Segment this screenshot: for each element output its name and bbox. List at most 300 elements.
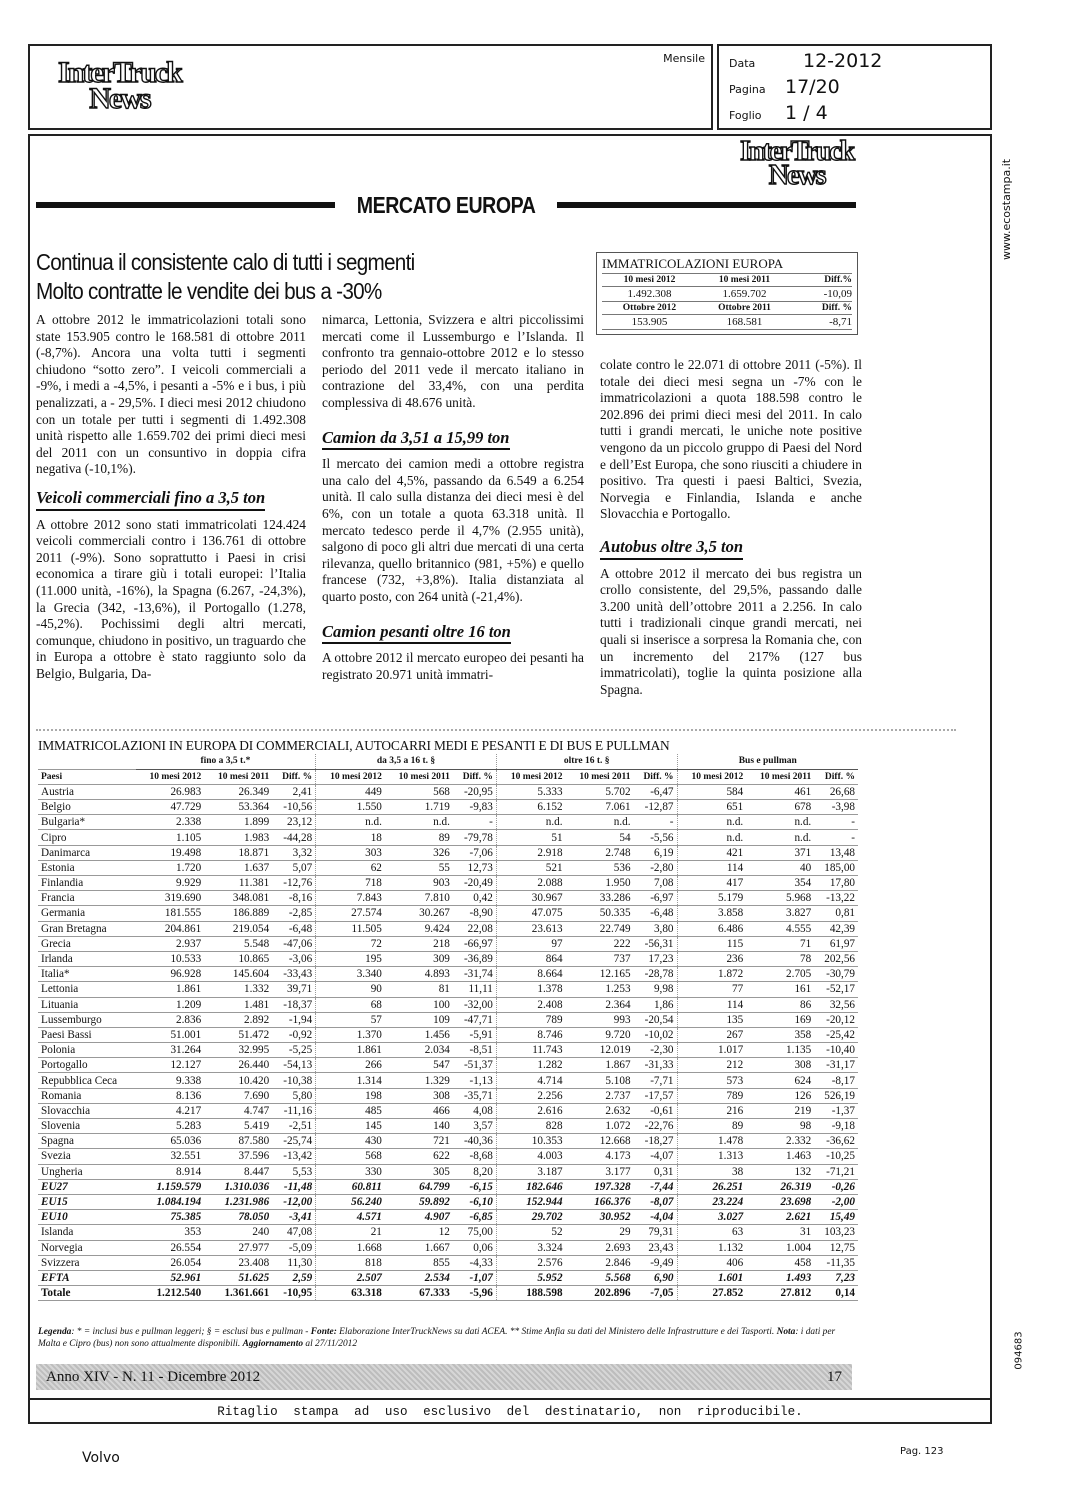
value-cell: -12,87 [634,800,677,815]
value-cell: - [634,815,677,830]
value-cell: 624 [746,1073,814,1088]
value-cell: 126 [746,1088,814,1103]
value-cell: 3.340 [316,967,385,982]
table-row [38,860,858,875]
table-row [38,1149,858,1164]
value-cell: 0,31 [634,1164,677,1179]
country-cell: Slovenia [38,1119,136,1134]
value-cell: 3,80 [634,921,677,936]
clipping-code: 094683 [1013,1331,1025,1370]
value-cell: 18 [316,830,385,845]
value-cell: 308 [385,1088,453,1103]
value-cell: 86 [746,997,814,1012]
paragraph: A ottobre 2012 il mercato europeo dei pesanti ha registrato 20.971 unità immatri- [322,650,584,682]
value-cell: -36,89 [453,951,496,966]
value-cell: -3,41 [272,1210,315,1225]
value-cell: 12,73 [453,860,496,875]
value-cell: 371 [746,845,814,860]
intertruck-news-logo-small: InterTruck News [740,136,854,191]
value-cell: 89 [677,1119,746,1134]
value-cell: -6,15 [453,1179,496,1194]
table-row [38,1134,858,1149]
value-cell: 1.983 [204,830,272,845]
value-cell: -36,62 [814,1134,858,1149]
value-cell: 53.364 [204,800,272,815]
value-cell: 57 [316,1012,385,1027]
value-cell: 526,19 [814,1088,858,1103]
value-cell: 6,19 [634,845,677,860]
value-cell: 1.899 [204,815,272,830]
value-cell: 1.668 [316,1240,385,1255]
value-cell: 547 [385,1058,453,1073]
value-cell: -13,42 [272,1149,315,1164]
value-cell: 140 [385,1119,453,1134]
value-cell: 202.896 [566,1286,634,1301]
value-cell: -17,57 [634,1088,677,1103]
value-cell: 114 [677,860,746,875]
value-cell: 185,00 [814,860,858,875]
value-cell: 1.872 [677,967,746,982]
table-row [38,815,858,830]
value-cell: -8,16 [272,891,315,906]
value-cell: 40 [746,860,814,875]
table-row [38,1012,858,1027]
value-cell: 421 [677,845,746,860]
value-cell: 212 [677,1058,746,1073]
value-cell: 12 [385,1225,453,1240]
value-cell: 903 [385,876,453,891]
value-cell: -71,21 [814,1164,858,1179]
country-cell: Romania [38,1088,136,1103]
value-cell: -8,17 [814,1073,858,1088]
value-cell: 0,81 [814,906,858,921]
value-cell: 1.861 [316,1043,385,1058]
value-cell: -10,38 [272,1073,315,1088]
value-cell: -28,78 [634,967,677,982]
value-cell: 8.447 [204,1164,272,1179]
value-cell: 81 [385,982,453,997]
value-cell: -56,31 [634,936,677,951]
value-cell: -47,06 [272,936,315,951]
value-cell: 521 [496,860,565,875]
value-cell: 72 [316,936,385,951]
country-cell: Totale [38,1286,136,1301]
value-cell: -20,12 [814,1012,858,1027]
value-cell: 864 [496,951,565,966]
country-cell: Norvegia [38,1240,136,1255]
value-cell: 1.867 [566,1058,634,1073]
value-cell: 11.743 [496,1043,565,1058]
value-cell: 568 [316,1149,385,1164]
value-cell: 326 [385,845,453,860]
value-cell: 79,31 [634,1225,677,1240]
value-cell: -1,13 [453,1073,496,1088]
value-cell: 29 [566,1225,634,1240]
value-cell: 27.852 [677,1286,746,1301]
value-cell: 1.017 [677,1043,746,1058]
value-cell: 5.283 [136,1119,205,1134]
value-cell: 1.719 [385,800,453,815]
country-cell: Lussemburgo [38,1012,136,1027]
value-cell: 417 [677,876,746,891]
value-cell: 8,20 [453,1164,496,1179]
value-cell: 218 [385,936,453,951]
value-cell: 26.054 [136,1255,205,1270]
value-cell: -9,18 [814,1119,858,1134]
value-cell: 737 [566,951,634,966]
value-cell: 2.693 [566,1240,634,1255]
value-cell: 30.967 [496,891,565,906]
subheading-heavy-trucks: Camion pesanti oltre 16 ton [322,624,511,645]
value-cell: 75,00 [453,1225,496,1240]
table-row [38,1043,858,1058]
intro-paragraph: A ottobre 2012 le immatricolazioni totali sono state 153.905 contro le 168.581 di ottobre 2011 (-8,7%). Ancora una volta tutti i segmenti chiudono “sotto zero”. I veicoli commerciali a -9%, i medi a -4,5%, i pesanti a -5% e i bus, i più penalizzati, a - 29,5%. I dieci mesi 2012 chiudono con un totale per tutti i segmenti di 1.492.308 unità rispetto alle 1.659.702 dei primi dieci mesi del 2011 con un consuntivo in doppia cifra negativa (-10,1%). [36,312,306,477]
value-cell: 7,08 [634,876,677,891]
country-cell: EU27 [38,1179,136,1194]
country-cell: Slovacchia [38,1103,136,1118]
value-cell: -2,85 [272,906,315,921]
value-cell: 26.349 [204,784,272,799]
value-cell: -7,06 [453,845,496,860]
value-cell: 2.088 [496,876,565,891]
value-cell: 8.664 [496,967,565,982]
value-cell: -32,00 [453,997,496,1012]
value-cell: 7.690 [204,1088,272,1103]
value-cell: 573 [677,1073,746,1088]
value-cell: 789 [677,1088,746,1103]
value-cell: -51,37 [453,1058,496,1073]
table-row [38,1255,858,1270]
country-cell: Svezia [38,1149,136,1164]
value-cell: 30.952 [566,1210,634,1225]
value-cell: 4.893 [385,967,453,982]
value-cell: - [814,830,858,845]
value-cell: 0,42 [453,891,496,906]
value-cell: 1.378 [496,982,565,997]
value-cell: 188.598 [496,1286,565,1301]
value-cell: 0,06 [453,1240,496,1255]
value-cell: 4.907 [385,1210,453,1225]
rule-left [36,202,335,208]
value-cell: -6,10 [453,1194,496,1209]
value-cell: 18.871 [204,845,272,860]
value-cell: 993 [566,1012,634,1027]
value-cell: 181.555 [136,906,205,921]
country-cell: Spagna [38,1134,136,1149]
value-cell: 9.424 [385,921,453,936]
value-cell: -0,61 [634,1103,677,1118]
value-cell: 458 [746,1255,814,1270]
value-cell: 1,86 [634,997,677,1012]
value-cell: 9,98 [634,982,677,997]
value-cell: -6,97 [634,891,677,906]
value-cell: -2,00 [814,1194,858,1209]
value-cell: 12,75 [814,1240,858,1255]
value-cell: 9.720 [566,1027,634,1042]
value-cell: 1.209 [136,997,205,1012]
value-cell: -66,97 [453,936,496,951]
value-cell: 5.419 [204,1119,272,1134]
client-name: Volvo [82,1450,120,1466]
value-cell: 23.613 [496,921,565,936]
value-cell: 30.267 [385,906,453,921]
value-cell: 2.632 [566,1103,634,1118]
value-cell: 1.313 [677,1149,746,1164]
value-cell: -2,51 [272,1119,315,1134]
value-cell: 828 [496,1119,565,1134]
value-cell: 1.463 [746,1149,814,1164]
value-cell: -13,22 [814,891,858,906]
value-cell: 52.961 [136,1270,205,1285]
value-cell: 26,68 [814,784,858,799]
kpi-value-row: 153.905 168.581 -8,71 [602,314,852,330]
value-cell: 6,90 [634,1270,677,1285]
value-cell: 2.408 [496,997,565,1012]
article-headline: Continua il consistente calo di tutti i segmenti Molto contratte le vendite dei bus a -30% [36,249,415,304]
value-cell: 61,97 [814,936,858,951]
value-cell: 6.152 [496,800,565,815]
value-cell: 4.003 [496,1149,565,1164]
value-cell: 3,32 [272,845,315,860]
value-cell: -25,42 [814,1027,858,1042]
value-cell: 721 [385,1134,453,1149]
value-cell: -10,40 [814,1043,858,1058]
value-cell: 145.604 [204,967,272,982]
value-cell: 26.983 [136,784,205,799]
value-cell: -25,74 [272,1134,315,1149]
value-cell: n.d. [746,830,814,845]
value-cell: 466 [385,1103,453,1118]
value-cell: -8,51 [453,1043,496,1058]
value-cell: -5,96 [453,1286,496,1301]
value-cell: 33.286 [566,891,634,906]
value-cell: 27.812 [746,1286,814,1301]
kpi-title: IMMATRICOLAZIONI EUROPA [602,256,784,271]
value-cell: 330 [316,1164,385,1179]
country-cell: Belgio [38,800,136,815]
value-cell: 23.698 [746,1194,814,1209]
value-cell: 19.498 [136,845,205,860]
table-row [38,1270,858,1285]
value-cell: 195 [316,951,385,966]
value-cell: 5,53 [272,1164,315,1179]
value-cell: 5.702 [566,784,634,799]
value-cell: -30,79 [814,967,858,982]
value-cell: 96.928 [136,967,205,982]
value-cell: 5,80 [272,1088,315,1103]
value-cell: 1.159.579 [136,1179,205,1194]
value-cell: 2.846 [566,1255,634,1270]
subheading-buses: Autobus oltre 3,5 ton [600,539,743,560]
value-cell: 7.061 [566,800,634,815]
value-cell: 32.995 [204,1043,272,1058]
issue-label: Anno XIV - N. 11 - Dicembre 2012 [46,1368,261,1385]
country-cell: EU10 [38,1210,136,1225]
country-cell: Finlandia [38,876,136,891]
value-cell: 12.165 [566,967,634,982]
value-cell: -20,54 [634,1012,677,1027]
value-cell: 449 [316,784,385,799]
value-cell: -8,07 [634,1194,677,1209]
value-cell: 2.364 [566,997,634,1012]
value-cell: 1.132 [677,1240,746,1255]
value-cell: n.d. [496,815,565,830]
value-cell: 1.637 [204,860,272,875]
value-cell: -5,56 [634,830,677,845]
value-cell: 204.861 [136,921,205,936]
table-row [38,906,858,921]
value-cell: -79,78 [453,830,496,845]
value-cell: 0,14 [814,1286,858,1301]
country-cell: Gran Bretagna [38,921,136,936]
country-cell: Estonia [38,860,136,875]
value-cell: 7.843 [316,891,385,906]
value-cell: 22,08 [453,921,496,936]
value-cell: 5.333 [496,784,565,799]
value-cell: -35,71 [453,1088,496,1103]
value-cell: 42,39 [814,921,858,936]
value-cell: 622 [385,1149,453,1164]
value-cell: 12.019 [566,1043,634,1058]
value-cell: 65.036 [136,1134,205,1149]
table-group-header: fino a 3,5 t.* da 3,5 a 16 t. § oltre 16 t. § Bus e pullman [38,754,858,769]
value-cell: 718 [316,876,385,891]
value-cell: 109 [385,1012,453,1027]
country-cell: Repubblica Ceca [38,1073,136,1088]
value-cell: -9,83 [453,800,496,815]
value-cell: 17,23 [634,951,677,966]
country-cell: Svizzera [38,1255,136,1270]
value-cell: 485 [316,1103,385,1118]
value-cell: 31.264 [136,1043,205,1058]
value-cell: 27.574 [316,906,385,921]
value-cell: 267 [677,1027,746,1042]
value-cell: 37.596 [204,1149,272,1164]
value-cell: 26.554 [136,1240,205,1255]
value-cell: -6,47 [634,784,677,799]
value-cell: 219.054 [204,921,272,936]
value-cell: -1,07 [453,1270,496,1285]
value-cell: 406 [677,1255,746,1270]
value-cell: -10,56 [272,800,315,815]
value-cell: 7.810 [385,891,453,906]
value-cell: 4.714 [496,1073,565,1088]
value-cell: 789 [496,1012,565,1027]
country-cell: Polonia [38,1043,136,1058]
value-cell: 309 [385,951,453,966]
value-cell: -12,00 [272,1194,315,1209]
value-cell: 1.231.986 [204,1194,272,1209]
value-cell: 1.361.661 [204,1286,272,1301]
country-cell: Paesi Bassi [38,1027,136,1042]
value-cell: 52 [496,1225,565,1240]
value-cell: 23.224 [677,1194,746,1209]
value-cell: -10,02 [634,1027,677,1042]
value-cell: 5,07 [272,860,315,875]
value-cell: 161 [746,982,814,997]
value-cell: 78.050 [204,1210,272,1225]
value-cell: 2.737 [566,1088,634,1103]
value-cell: -10,25 [814,1149,858,1164]
value-cell: 1.493 [746,1270,814,1285]
value-cell: 12.668 [566,1134,634,1149]
subheading-light-vehicles: Veicoli commerciali fino a 3,5 ton [36,490,265,511]
country-cell: Islanda [38,1225,136,1240]
value-cell: 2.332 [746,1134,814,1149]
value-cell: 651 [677,800,746,815]
value-cell: -0,92 [272,1027,315,1042]
table-row [38,1119,858,1134]
value-cell: 5.968 [746,891,814,906]
paragraph: A ottobre 2012 sono stati immatricolati 124.424 veicoli commerciali contro i 136.761 di ottobre 2011 (-9%). Sono soprattutto i Paesi in crisi economica a tirare giù i totali europei: l’Italia (11.000 unità, -16%), la Spagna (6.267, -24,3%), la Grecia (342, -13,6%), il Portogallo (1.278, -45,2%). Pochissimi degli altri mercati, comunque, chiudono in positivo, un traguardo che in Europa a ottobre è stato raggiunto solo da Belgio, Bulgaria, Da- [36,516,306,681]
value-cell: 9.929 [136,876,205,891]
value-cell: 10.865 [204,951,272,966]
value-cell: -7,44 [634,1179,677,1194]
value-cell: 5.568 [566,1270,634,1285]
value-cell: 7,23 [814,1270,858,1285]
value-cell: 240 [204,1225,272,1240]
paragraph: colate contro le 22.071 di ottobre 2011 (-5%). Il totale dei dieci mesi segna un -7% con le immatricolazioni a quota 188.598 contro le 202.896 dei primi dieci mesi del 2011. In calo tutti i grandi mercati, le uniche note positive vengono da un piccolo gruppo di Paesi del Nord e dell’Est Europa, che sono riusciti a chiudere in positivo. Tra questi i paesi Baltici, Svezia, Norvegia e Finlandia, Islanda e anche Slovacchia e Portogallo. [600,357,862,522]
article-column-2 [322,312,584,683]
value-cell: 15,49 [814,1210,858,1225]
value-cell: 1.667 [385,1240,453,1255]
value-cell: 39,71 [272,982,315,997]
value-cell: 103,23 [814,1225,858,1240]
table-title: IMMATRICOLAZIONI IN EUROPA DI COMMERCIALI, AUTOCARRI MEDI E PESANTI E DI BUS E PULLMAN [38,738,670,753]
value-cell: 50.335 [566,906,634,921]
value-cell: 222 [566,936,634,951]
value-cell: 1.601 [677,1270,746,1285]
value-cell: 2.576 [496,1255,565,1270]
value-cell: 3.027 [677,1210,746,1225]
value-cell: 87.580 [204,1134,272,1149]
value-cell: -18,27 [634,1134,677,1149]
value-cell: -47,71 [453,1012,496,1027]
value-cell: 584 [677,784,746,799]
kpi-value-row: 1.492.308 1.659.702 -10,09 [602,286,852,301]
value-cell: 1.478 [677,1134,746,1149]
value-cell: -6,85 [453,1210,496,1225]
value-cell: 1.456 [385,1027,453,1042]
country-cell: Portogallo [38,1058,136,1073]
value-cell: -54,13 [272,1058,315,1073]
table-row [38,800,858,815]
value-cell: 11,11 [453,982,496,997]
value-cell: 2,41 [272,784,315,799]
reproduction-notice: Ritaglio stampa ad uso esclusivo del destinatario, non riproducibile. [28,1398,992,1424]
value-cell: -3,98 [814,800,858,815]
article-column-3 [600,357,862,698]
value-cell: 4.747 [204,1103,272,1118]
value-cell: 8.136 [136,1088,205,1103]
value-cell: 1.135 [746,1043,814,1058]
value-cell: 319.690 [136,891,205,906]
country-cell: EU15 [38,1194,136,1209]
meta-data-row: Data 12-2012 [729,50,883,72]
table-row [38,997,858,1012]
value-cell: -1,94 [272,1012,315,1027]
value-cell: 303 [316,845,385,860]
value-cell: 135 [677,1012,746,1027]
value-cell: 63.318 [316,1286,385,1301]
value-cell: -11,48 [272,1179,315,1194]
value-cell: -20,49 [453,876,496,891]
value-cell: 1.481 [204,997,272,1012]
value-cell: -7,05 [634,1286,677,1301]
value-cell: 56.240 [316,1194,385,1209]
value-cell: 182.646 [496,1179,565,1194]
value-cell: 1.314 [316,1073,385,1088]
